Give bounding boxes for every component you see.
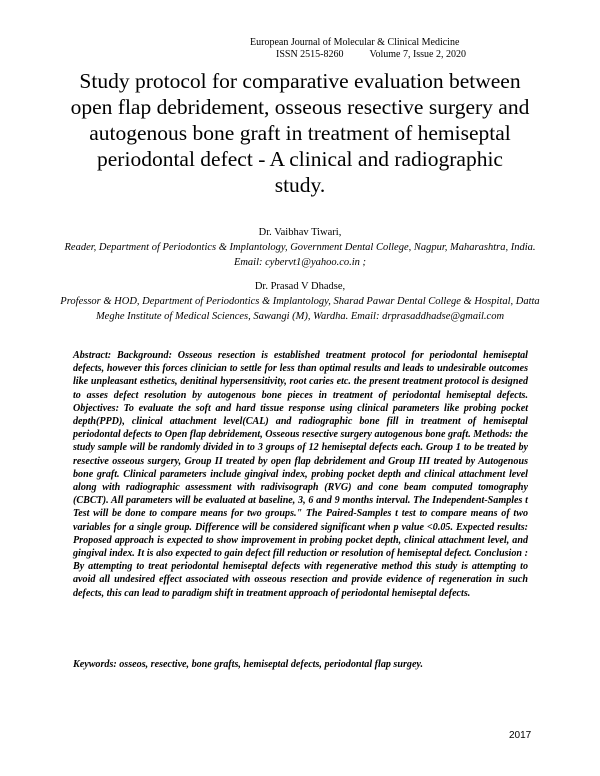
author-block-2 xyxy=(50,279,550,324)
journal-volume-issue: Volume 7, Issue 2, 2020 xyxy=(369,49,466,60)
journal-issn: ISSN 2515-8260 xyxy=(276,49,344,60)
author-name: Dr. Vaibhav Tiwari, xyxy=(258,227,342,238)
abstract: Abstract: Background: Osseous resection is established treatment protocol for periodontal hemiseptal defects, however this forces clinician to settle for less than optimal results and leads to undesirable outcomes like unpleasant esthetics, denitinal hypersensitivity, root caries etc. the present treatment protocol is designed to asses defect resolution by autogenous bone pieces in treatment of periodontal hemiseptal defects. Objectives: To evaluate the soft and hard tissue response using clinical parameters like probing pocket depth(PPD), clinical attachment level(CAL) and radiographic bone fill in treatment of hemiseptal periodontal defects to Open flap debridement, Osseous resective surgery autogenous bone graft. Methods: the study sample will be randomly divided in to 3 groups of 12 hemiseptal defects each. Group 1 to be treated by resective osseous surgery, Group II treated by open flap debridement and Group III treated by Autogenous bone graft. Clinical parameters include gingival index, probing pocket depth and clinical attachment level along with radiographic assessment with radivisograph (RVG) and cone beam computed tomography (CBCT). All parameters will be evaluated at baseline, 3, 6 and 9 months interval. The Independent-Samples t Test will be done to compare means for two groups." The Paired-Samples t test to compare means of two variables for a single group. Difference will be considered significant when p value <0.05. Expected results: Proposed approach is expected to show improvement in probing pocket depth, clinical attachment level, and gingival index. It is also expected to gain defect fill reduction or resolution of hemiseptal defect. Conclusion : By attempting to treat periodontal hemiseptal defects with regenerative method this study is attempting to avoid all undesired effect associated with osseous resection and provide evidence of regeneration in such defects, this can lead to paradigm shift in treatment approach of periodontal hemiseptal defects. xyxy=(73,350,528,599)
journal-name: European Journal of Molecular & Clinical Medicine xyxy=(250,37,460,48)
journal-issn-volume xyxy=(250,49,510,61)
author-block-1 xyxy=(50,225,550,270)
author-affiliation: Reader, Department of Periodontics & Implantology, Government Dental College, Nagpur, Maharashtra, India. Email: cybervt1@yahoo.co.in ; xyxy=(64,242,536,268)
paper-title: Study protocol for comparative evaluation between open flap debridement, osseous resective surgery and autogenous bone graft in treatment of hemiseptal periodontal defect - A clinical and radiographic study. xyxy=(70,69,530,197)
author-name: Dr. Prasad V Dhadse, xyxy=(254,281,346,292)
page-number: 2017 xyxy=(509,730,532,741)
keywords: Keywords: osseos, resective, bone grafts, hemiseptal defects, periodontal flap surgey. xyxy=(73,659,424,670)
author-affiliation: Professor & HOD, Department of Periodontics & Implantology, Sharad Pawar Dental College & Hospital, Datta Meghe Institute of Medical Sciences, Sawangi (M), Wardha. Email: drprasaddhadse@gmail.com xyxy=(60,296,540,322)
journal-header xyxy=(250,37,510,61)
